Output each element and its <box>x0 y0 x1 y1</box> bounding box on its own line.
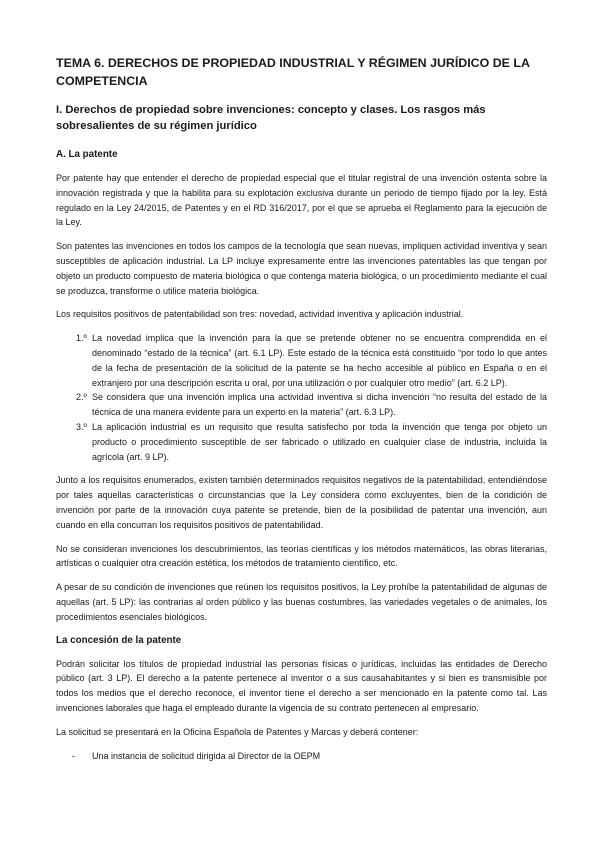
paragraph: Junto a los requisitos enumerados, existen también determinados requisitos negativos de la patentabilidad, entendiéndose por tales aquellas características o circunstancias que la Ley considera como excluyentes, bien de la condición de invención por parte de la innovación cuya patente se pretende, bien de la posibilidad de patentar una invención, aun cuando en ella concurran los requisitos positivos de patentabilidad. <box>56 475 547 530</box>
paragraph: No se consideran invenciones los descubrimientos, las teorías científicas y los métodos matemáticos, las obras literarias, artísticas o cualquier otra creación estética, los métodos de tratamiento científico, etc. <box>56 543 547 569</box>
paragraph: Son patentes las invenciones en todos los campos de la tecnología que sean nuevas, impliquen actividad inventiva y sean susceptibles de aplicación industrial. La LP incluye expresamente entre las invenciones patentables las que tengan por objeto un producto compuesto de materia biológica o que contenga materia biológica, o un procedimiento mediante el cual se produzca, transforme o utilice materia biológica. <box>56 241 547 296</box>
list-marker: - <box>72 750 75 761</box>
list-item <box>78 420 547 464</box>
paragraph: La solicitud se presentará en la Oficina Española de Patentes y Marcas y deberá contener: <box>56 726 419 737</box>
list-item-text: Se considera que una invención implica una actividad inventiva si dicha invención “no resulta del estado de la técnica de una manera evidente para un experto en la materia” (art. 6.3 LP). <box>92 392 547 418</box>
list-item <box>72 749 547 764</box>
paragraph: Los requisitos positivos de patentabilidad son tres: novedad, actividad inventiva y aplicación industrial. <box>56 309 464 320</box>
list-marker: 2.º <box>76 392 87 403</box>
list-item-text: La novedad implica que la invención para la que se pretende obtener no se encuentra comprendida en el denominado “estado de la técnica” (art. 6.1 LP). Este estado de la técnica está constituido “por todo lo que antes de la fecha de presentación de la solicitud de la patente se ha hecho accesible al público en España o en el extranjero por una descripción escrita u oral, por una utilización o por cualquier otro medio” (art. 6.2 LP). <box>92 333 547 388</box>
list-item-text: La aplicación industrial es un requisito que resulta satisfecho por toda la invención que tenga por objeto un producto o procedimiento susceptible de ser fabricado o utilizado en cualquier clase de industria, incluida la agrícola (art. 9 LP). <box>92 421 547 462</box>
subsection-heading-concesion: La concesión de la patente <box>56 634 182 646</box>
paragraph: A pesar de su condición de invenciones que reúnen los requisitos positivos, la Ley prohíbe la patentabilidad de algunas de aquellas (art. 5 LP): las contrarias al orden público y las buenas costumbres, las variedades vegetales o de animales, los procedimientos esenciales biológicos. <box>56 582 547 622</box>
paragraph: Podrán solicitar los títulos de propiedad industrial las personas físicas o jurídicas, incluidas las entidades de Derecho público (art. 3 LP). El derecho a la patente pertenece al inventor o a sus causahabitantes y si bien es transmisible por todos los medios que el derecho reconoce, el inventor tiene el derecho a ser mencionado en la patente como tal. Las invenciones laborales que haga el empleado durante la vigencia de su contrato pertenecen al empresario. <box>56 658 547 713</box>
requirements-list <box>56 331 547 464</box>
list-marker: 3.º <box>76 421 87 432</box>
list-item <box>78 390 547 420</box>
application-contents-list <box>56 749 547 764</box>
section-heading: I. Derechos de propiedad sobre invenciones: concepto y clases. Los rasgos más sobresalientes de su régimen jurídico <box>56 104 486 132</box>
subsection-heading-patente: A. La patente <box>56 149 118 160</box>
list-marker: 1.º <box>76 333 87 344</box>
list-item <box>78 331 547 390</box>
list-item-text: Una instancia de solicitud dirigida al Director de la OEPM <box>92 750 321 761</box>
document-title: TEMA 6. DERECHOS DE PROPIEDAD INDUSTRIAL Y RÉGIMEN JURÍDICO DE LA COMPETENCIA <box>56 56 530 88</box>
paragraph: Por patente hay que entender el derecho de propiedad especial que el titular registral de una invención ostenta sobre la innovación registrada y que la habilita para su explotación exclusiva durante un periodo de tiempo fijado por la ley. Está regulado en la Ley 24/2015, de Patentes y en el RD 316/2017, por el que se aprueba el Reglamento para la ejecución de la Ley. <box>56 173 547 228</box>
